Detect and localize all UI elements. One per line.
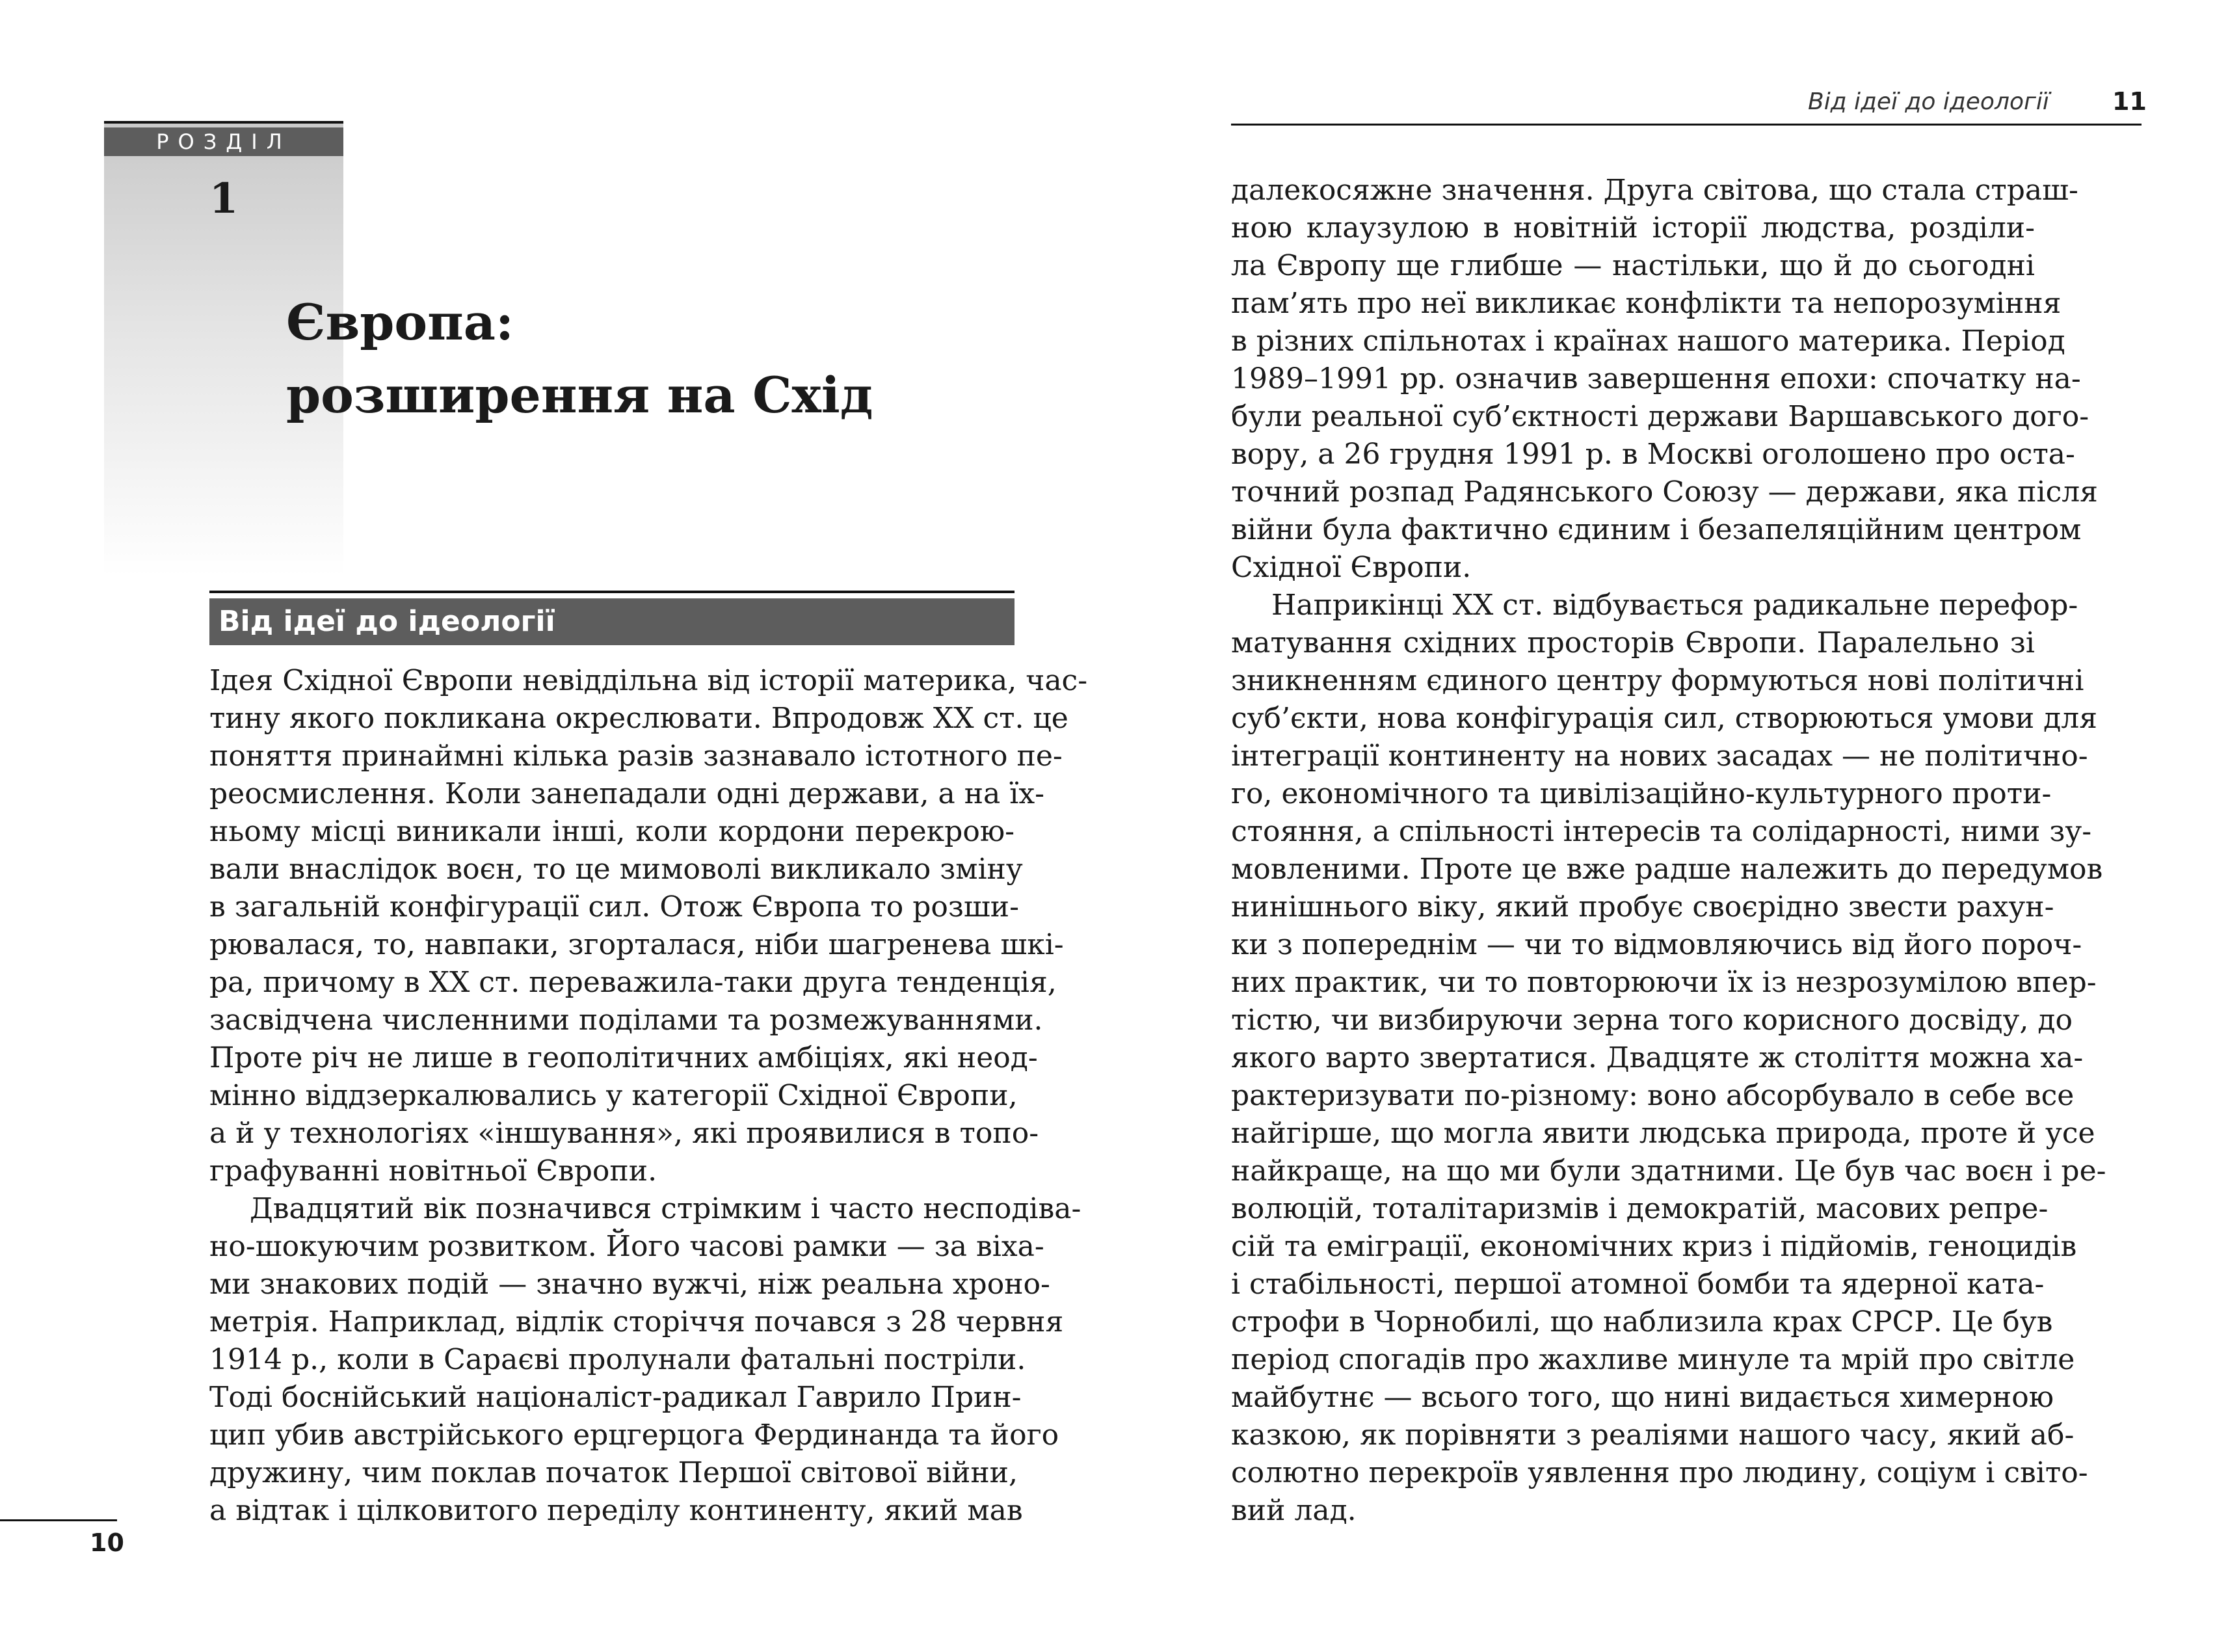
text-line: пам’ять про неї викликає конфлікти та непорозуміння [1231,287,2062,320]
text-line: казкою, як порівняти з реаліями нашого часу, який аб- [1231,1419,2075,1452]
section-heading: Від ідеї до ідеології [209,598,1015,645]
text-line: суб’єкти, нова конфігурація сил, створюються умови для [1231,702,2097,735]
text-line: цип убив австрійського ерцгерцога Фердинанда та його [209,1419,1059,1452]
text-line: рювалася, то, навпаки, згорталася, ніби шагренева шкі- [209,928,1064,961]
text-line: війни була фактично єдиним і безапеляційним центром [1231,513,2082,546]
text-line: стояння, а спільності інтересів та солідарності, ними зу- [1231,815,2092,848]
text-line: найгірше, що могла явити людська природа, проте й усе [1231,1117,2095,1150]
text-line: ки з попереднім — чи то відмовляючись від його пороч- [1231,928,2082,961]
chapter-title [286,286,1001,432]
right-body-text [1231,172,2106,1530]
text-line: реосмислення. Коли занепадали одні держави, а на їх- [209,777,1045,810]
text-line: інтеграції континенту на нових засадах — не політично- [1231,739,2088,773]
chapter-top-rule [104,121,343,124]
text-line: 1989–1991 рр. означив завершення епохи: спочатку на- [1231,362,2081,395]
text-line: і стабільності, першої атомної бомби та ядерної ката- [1231,1268,2045,1301]
left-body-text [209,662,1088,1530]
text-line: мінно віддзеркалювались у категорії Східної Європи, [209,1079,1018,1112]
text-line: точний розпад Радянського Союзу — держави, яка після [1231,475,2098,509]
text-line: тістю, чи визбируючи зерна того корисного досвіду, до [1231,1004,2073,1037]
section-rule [209,591,1015,593]
text-line: мовленими. Проте це вже радше належить до передумов [1231,853,2103,886]
text-line: 1914 р., коли в Сараєві пролунали фатальні постріли. [209,1343,1026,1376]
text-line: Тоді боснійський націоналіст-радикал Гаврило Прин- [209,1381,1022,1414]
text-line: Наприкінці XX ст. відбувається радикальне перефор- [1271,589,2078,622]
text-line: солютно перекроїв уявлення про людину, соціум і світо- [1231,1456,2088,1489]
text-line: вали внаслідок воєн, то це мимоволі викликало зміну [209,853,1023,886]
text-line: а й у технологіях «іншування», які проявилися в топо- [209,1117,1039,1150]
text-line: далекосяжне значення. Друга світова, що стала страш- [1231,174,2078,207]
text-line: якого варто звертатися. Двадцяте ж століття можна ха- [1231,1041,2084,1074]
text-line: а відтак і цілковитого переділу континенту, який мав [209,1494,1023,1527]
page-number: 10 [90,1528,124,1557]
chapter-label: РОЗДІЛ [104,127,343,156]
folio-rule [0,1519,117,1521]
running-head-rule [1231,124,2142,126]
text-line: вору, а 26 грудня 1991 р. в Москві оголошено про оста- [1231,438,2075,471]
text-line: Проте річ не лише в геополітичних амбіціях, які неод- [209,1041,1038,1074]
text-line: були реальної суб’єктності держави Варшавського дого- [1231,400,2089,433]
text-line: тину якого покликана окреслювати. Впродовж XX ст. це [209,702,1068,735]
text-line: зникненням єдиного центру формуються нові політичні [1231,664,2084,697]
text-line: матування східних просторів Європи. Паралельно зі [1231,626,2035,659]
text-line: ла Європу ще глибше — настільки, що й до сьогодні [1231,249,2035,282]
text-line: ною клаузулою в новітній історії людства, розділи- [1231,211,2035,245]
text-line: майбутнє — всього того, що нині видається химерною [1231,1381,2054,1414]
text-line: в різних спільнотах і країнах нашого материка. Період [1231,325,2065,358]
text-line: метрія. Наприклад, відлік сторіччя почався з 28 червня [209,1305,1064,1339]
text-line: волюцій, тоталітаризмів і демократій, масових репре- [1231,1192,2049,1225]
text-line: Двадцятий вік позначився стрімким і часто несподіва- [250,1192,1081,1225]
text-line: го, економічного та цивілізаційно-культурного проти- [1231,777,2052,810]
text-line: дружину, чим поклав початок Першої світової війни, [209,1456,1018,1489]
text-line: засвідчена численними поділами та розмежуваннями. [209,1004,1043,1037]
text-line: рактеризувати по-різному: воно абсорбувало в себе все [1231,1079,2075,1112]
text-line: в загальній конфігурації сил. Отож Європа то розши- [209,890,1019,924]
chapter-title-line: розширення на Схід [286,366,873,424]
text-line: строфи в Чорнобилі, що наблизила крах СРСР. Це був [1231,1305,2053,1339]
text-line: ми знакових подій — значно вужчі, ніж реальна хроно- [209,1268,1050,1301]
text-line: вий лад. [1231,1494,1357,1527]
page-number: 11 [2112,87,2147,116]
text-line: поняття принаймні кілька разів зазнавало істотного пе- [209,739,1063,773]
running-head: Від ідеї до ідеології [1808,88,2049,115]
chapter-number: 1 [209,174,239,223]
text-line: сій та еміграції, економічних криз і підйомів, геноцидів [1231,1230,2077,1263]
text-line: графуванні новітньої Європи. [209,1154,657,1188]
text-line: ра, причому в XX ст. переважила-таки друга тенденція, [209,966,1057,999]
text-line: Східної Європи. [1231,551,1472,584]
text-line: Ідея Східної Європи невіддільна від історії материка, час- [209,664,1088,697]
text-line: нинішнього віку, який пробує своєрідно звести рахун- [1231,890,2054,924]
text-line: них практик, чи то повторюючи їх із незрозумілою впер- [1231,966,2097,999]
chapter-title-line: Європа: [286,293,514,351]
text-line: ньому місці виникали інші, коли кордони перекрою- [209,815,1015,848]
text-line: но-шокуючим розвитком. Його часові рамки — за віха- [209,1230,1044,1263]
text-line: період спогадів про жахливе минуле та мрій про світле [1231,1343,2075,1376]
text-line: найкраще, на що ми були здатними. Це був час воєн і ре- [1231,1154,2106,1188]
